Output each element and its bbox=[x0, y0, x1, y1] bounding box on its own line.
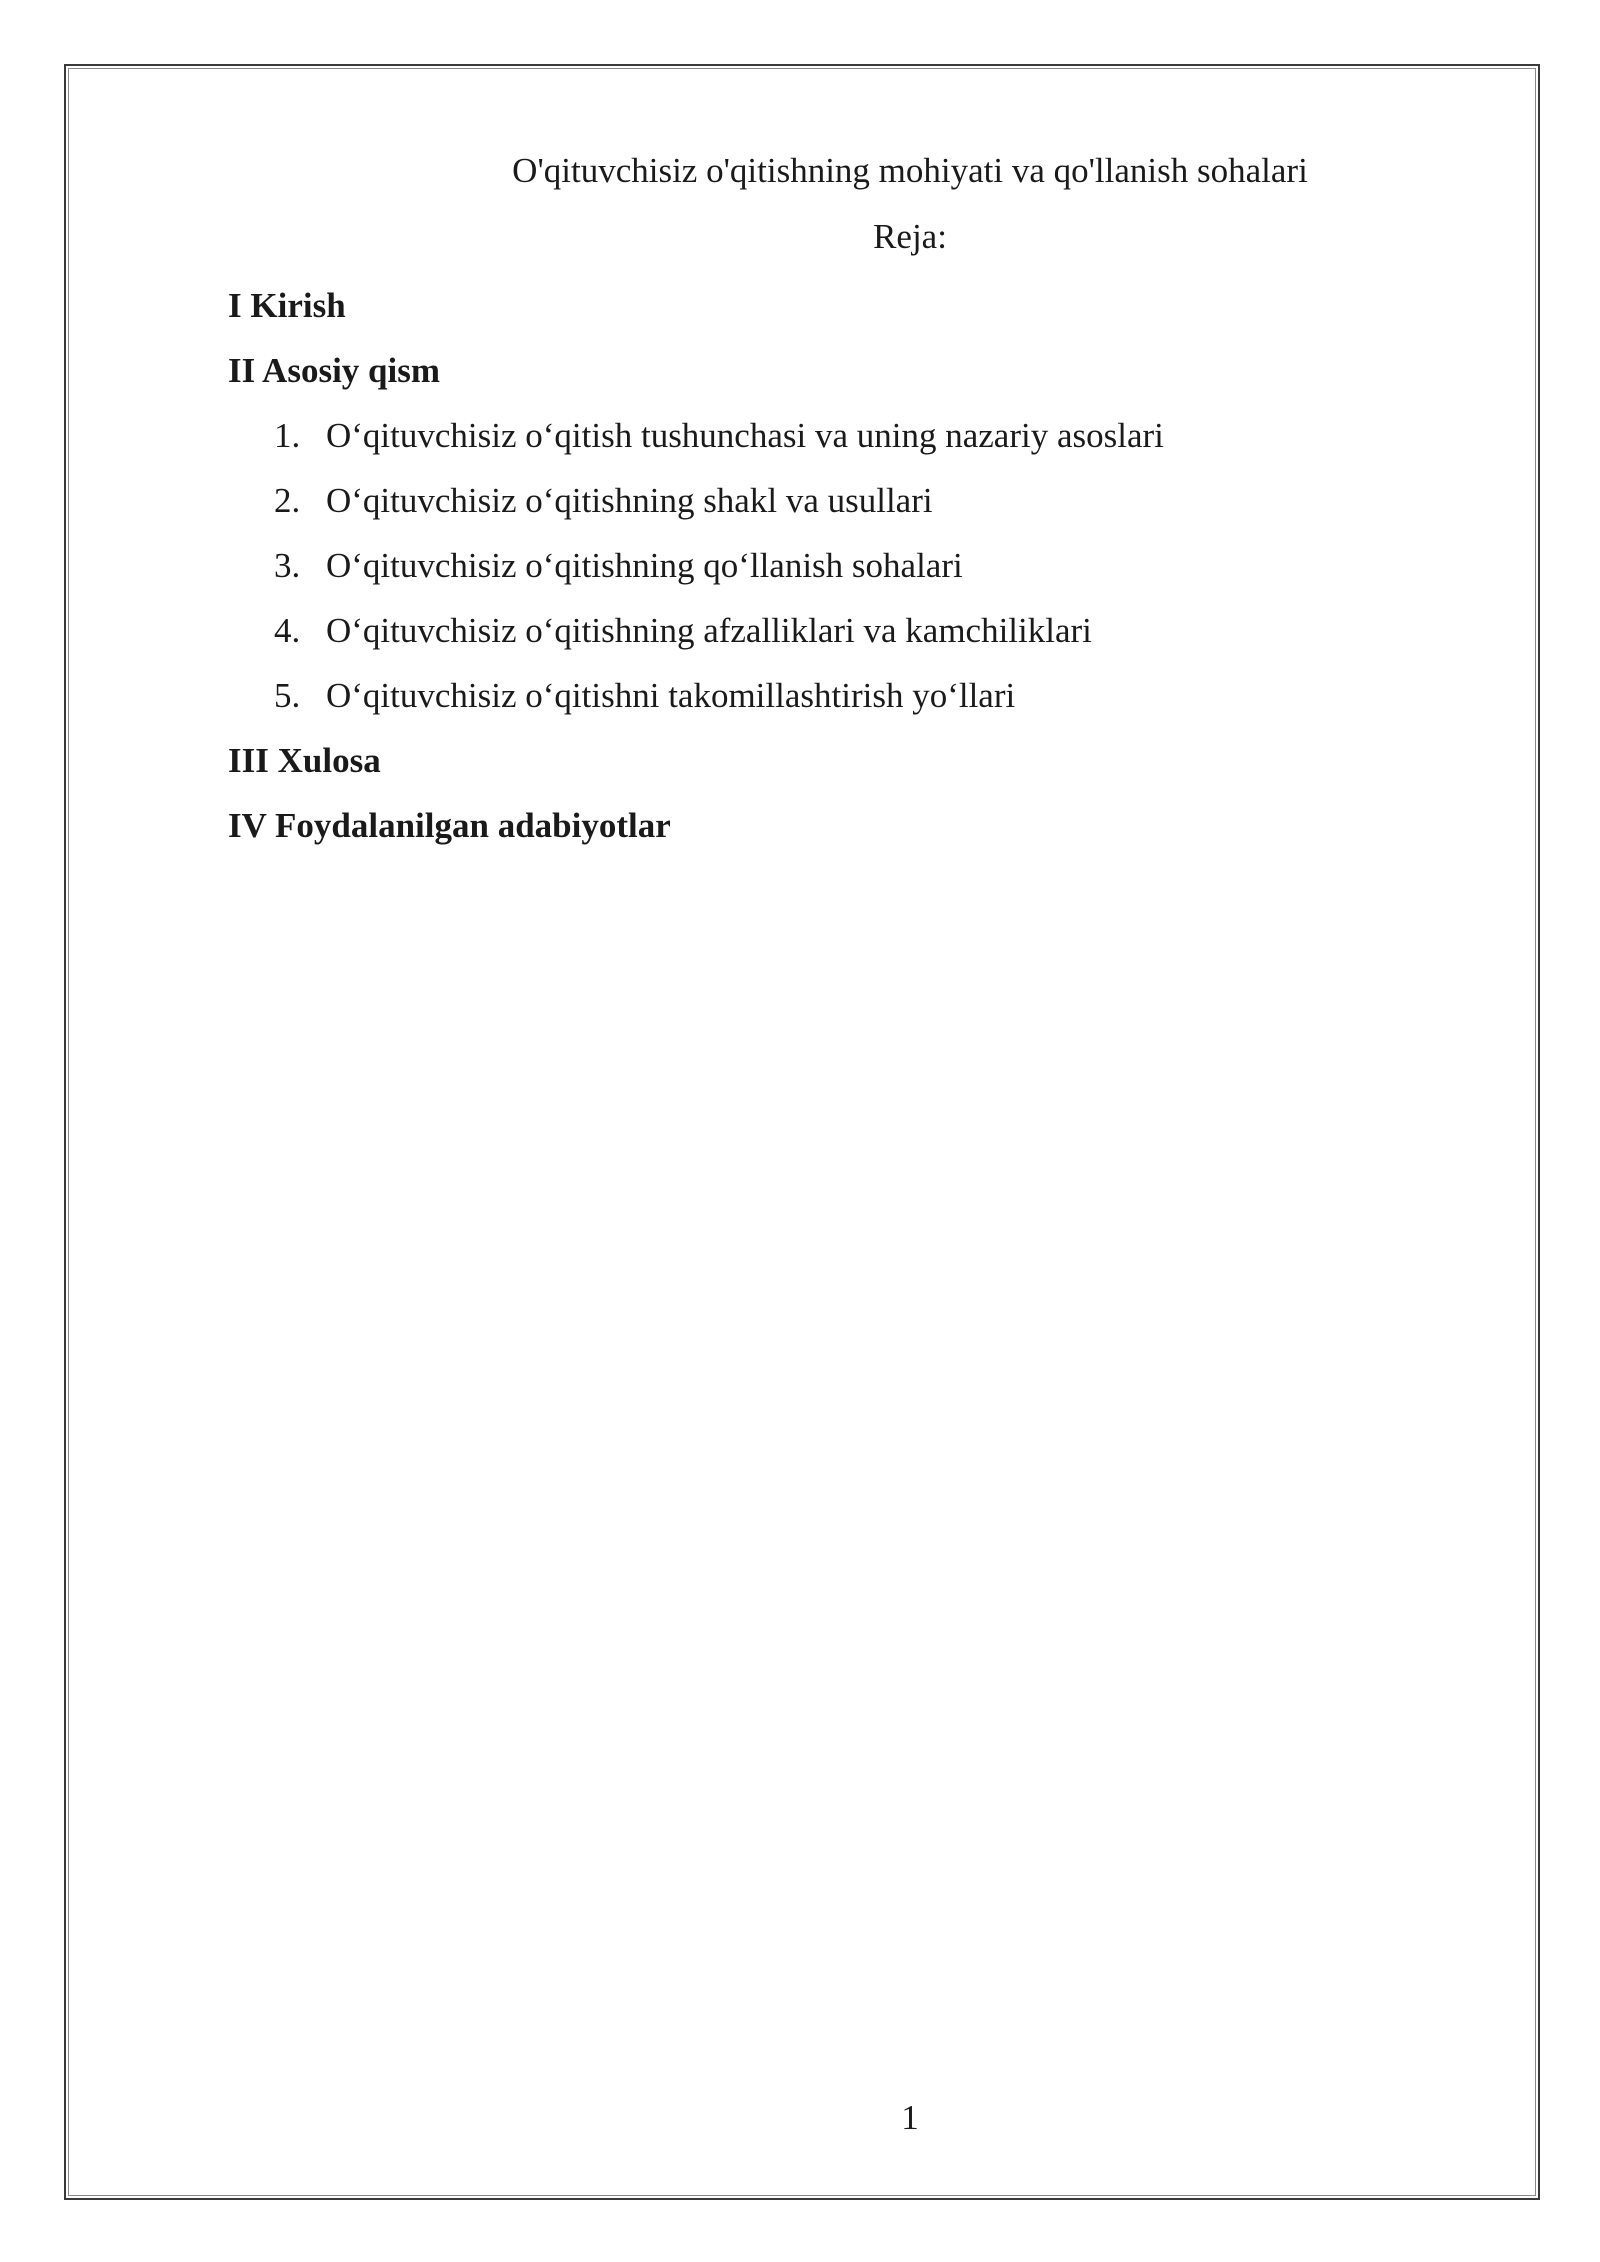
section-conclusion: III Xulosa bbox=[228, 741, 381, 780]
list-item bbox=[274, 542, 963, 590]
page-number: 1 bbox=[901, 2098, 919, 2137]
list-item-number: 3. bbox=[274, 546, 301, 585]
list-item bbox=[274, 477, 933, 525]
list-item bbox=[274, 607, 1092, 655]
list-item-number: 1. bbox=[274, 416, 301, 455]
list-item-number: 5. bbox=[274, 676, 301, 715]
list-item-text: O‘qituvchisiz o‘qitish tushunchasi va uning nazariy asoslari bbox=[326, 416, 1164, 455]
list-item-text: O‘qituvchisiz o‘qitishni takomillashtirish yo‘llari bbox=[326, 676, 1016, 715]
list-item-number: 4. bbox=[274, 611, 301, 650]
section-introduction: I Kirish bbox=[228, 286, 346, 325]
list-item-number: 2. bbox=[274, 481, 301, 520]
list-item-text: O‘qituvchisiz o‘qitishning shakl va usullari bbox=[326, 481, 933, 520]
document-title: O'qituvchisiz o'qitishning mohiyati va qo'llanish sohalari bbox=[512, 151, 1308, 190]
list-item bbox=[274, 672, 1015, 720]
list-item-text: O‘qituvchisiz o‘qitishning qo‘llanish sohalari bbox=[326, 546, 963, 585]
section-references: IV Foydalanilgan adabiyotlar bbox=[228, 806, 671, 845]
plan-heading: Reja: bbox=[873, 217, 947, 256]
list-item bbox=[274, 412, 1164, 460]
list-item-text: O‘qituvchisiz o‘qitishning afzalliklari va kamchiliklari bbox=[326, 611, 1092, 650]
section-main-part: II Asosiy qism bbox=[228, 351, 441, 390]
